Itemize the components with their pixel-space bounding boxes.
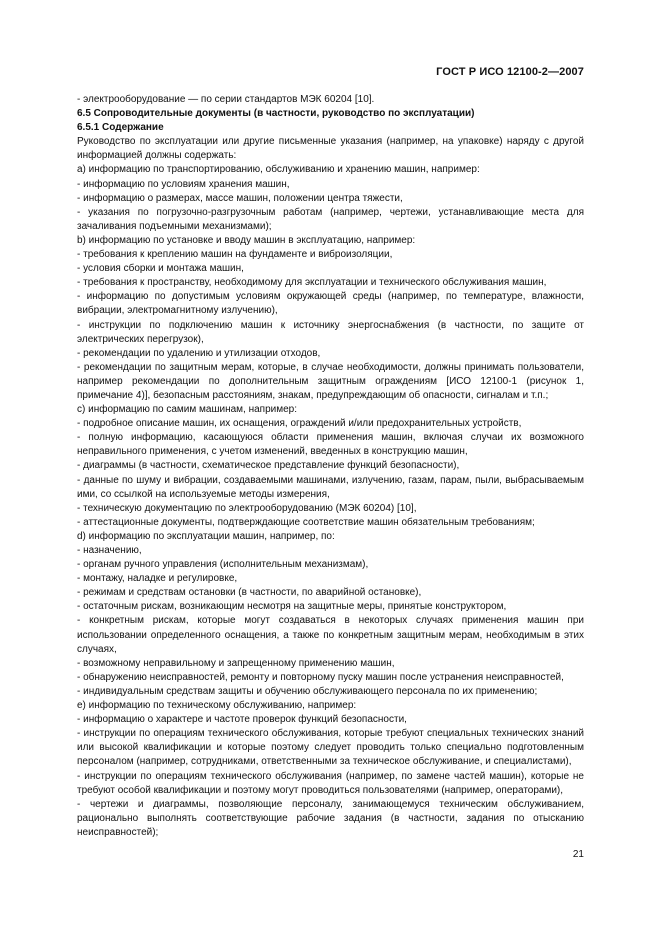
list-item: - возможному неправильному и запрещенному применению машин, [77, 657, 395, 669]
list-item: - чертежи и диаграммы, позволяющие персоналу, занимающемуся техническим обслуживанием, рационально выполнять соответствующие рабочие задания (в частности, задания по отысканию неисправностей); [77, 798, 584, 838]
list-item: - инструкции по операциям технического обслуживания (например, по замене частей машин), которые не требуют особой квалификации и поэтому могут проводиться пользователями (например, операторами), [77, 770, 584, 796]
list-item: - техническую документацию по электрооборудованию (МЭК 60204) [10], [77, 502, 417, 514]
list-item: - рекомендации по защитным мерам, которые, в случае необходимости, должны принимать пользователи, например рекомендации по дополнительным защитным ограждениям [ИСО 12100-1 (рисунок 1, примечание 4)], безопасным расстояниям, знакам, предупреждающим об опасности, сигналам и т.п.; [77, 361, 584, 401]
page-number: 21 [572, 849, 584, 860]
list-item: - требования к пространству, необходимому для эксплуатации и технического обслуживания машин, [77, 277, 547, 289]
list-item: а) информацию по транспортированию, обслуживанию и хранению машин, например: [77, 164, 480, 176]
list-item: b) информацию по установке и вводу машин в эксплуатацию, например: [77, 234, 416, 246]
paragraph: - электрооборудование — по серии стандартов МЭК 60204 [10]. [77, 94, 375, 105]
list-item: - назначению, [77, 545, 142, 556]
list-item: - остаточным рискам, возникающим несмотря на защитные меры, принятые конструктором, [77, 601, 507, 613]
list-item: - информацию по условиям хранения машин, [77, 178, 290, 190]
paragraph: Руководство по эксплуатации или другие письменные указания (например, на упаковке) наряду с другой информацией должны содержать: [77, 136, 584, 162]
page-body [77, 93, 584, 840]
list-item: - органам ручного управления (исполнительным механизмам), [77, 559, 369, 571]
list-item: - индивидуальным средствам защиты и обучению обслуживающего персонала по их применению; [77, 685, 538, 697]
list-item: - режимам и средствам остановки (в частности, по аварийной остановке), [77, 587, 422, 599]
list-item: - информацию по допустимым условиям окружающей среды (например, по температуре, влажности, вибрации, электромагнитному излучению), [77, 291, 584, 317]
list-item: - инструкции по операциям технического обслуживания, которые требуют специальных технических знаний или высокой квалификации и которые поэтому следует проводить только специально подготовленным персоналом (например, сотрудниками, ответственными за техническое обслуживание, и специалистами), [77, 728, 584, 768]
list-item: с) информацию по самим машинам, например: [77, 404, 298, 416]
section-heading: 6.5 Сопроводительные документы (в частности, руководство по эксплуатации) [77, 108, 475, 120]
list-item: - монтажу, наладке и регулировке, [77, 573, 238, 585]
list-item: е) информацию по техническому обслуживанию, например: [77, 700, 357, 712]
list-item: - рекомендации по удалению и утилизации отходов, [77, 347, 321, 359]
subsection-heading: 6.5.1 Содержание [77, 122, 164, 134]
document-header: ГОСТ Р ИСО 12100-2—2007 [436, 66, 584, 78]
list-item: - аттестационные документы, подтверждающие соответствие машин обязательным требованиям; [77, 516, 535, 528]
list-item: - указания по погрузочно-разгрузочным работам (например, чертежи, устанавливающие места для зачаливания подъемными механизмами); [77, 206, 584, 232]
list-item: - обнаружению неисправностей, ремонту и повторному пуску машин после устранения неисправностей, [77, 671, 564, 683]
list-item: - требования к креплению машин на фундаменте и виброизоляции, [77, 249, 393, 261]
list-item: - информацию о характере и частоте проверок функций безопасности, [77, 714, 407, 726]
list-item: - информацию о размерах, массе машин, положении центра тяжести, [77, 192, 403, 204]
list-item: - данные по шуму и вибрации, создаваемыми машинами, излучению, газам, парам, пыли, выбрасываемым ими, со ссылкой на используемые методы измерения, [77, 474, 584, 500]
list-item: - инструкции по подключению машин к источнику энергоснабжения (в частности, по защите от электрических перегрузок), [77, 319, 584, 345]
list-item: - условия сборки и монтажа машин, [77, 263, 244, 275]
list-item: - полную информацию, касающуюся области применения машин, включая случаи их возможного неправильного применения, с учетом изменений, введенных в конструкцию машин, [77, 432, 584, 458]
list-item: - конкретным рискам, которые могут создаваться в некоторых случаях применения машин при использовании определенного оснащения, а также по конкретным защитным мерам, необходимым в этих случаях, [77, 615, 584, 655]
list-item: d) информацию по эксплуатации машин, например, по: [77, 530, 335, 542]
list-item: - подробное описание машин, их оснащения, ограждений и/или предохранительных устройств, [77, 418, 522, 430]
list-item: - диаграммы (в частности, схематическое представление функций безопасности), [77, 460, 460, 472]
